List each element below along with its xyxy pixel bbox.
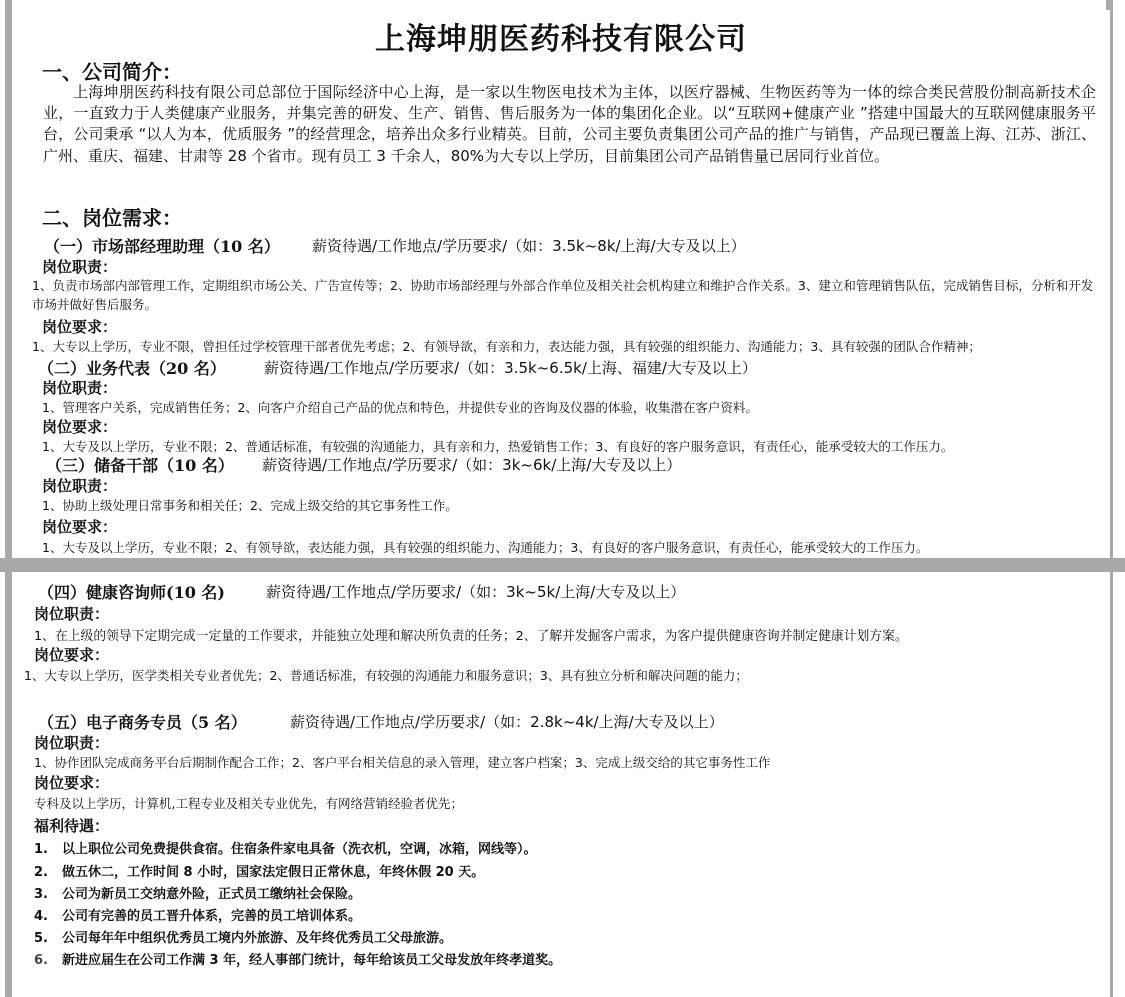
job-1-duties-label: 岗位职责： xyxy=(42,258,118,276)
job-5-duties-label: 岗位职责： xyxy=(34,734,110,752)
job-2-duties: 1、管理客户关系，完成销售任务；2、向客户介绍自己产品的优点和特色，并提供专业的咨询及仪器的体验，收集潜在客户资料。 xyxy=(42,400,758,415)
job-3-reqs-label: 岗位要求： xyxy=(42,518,118,536)
jobs-heading: 二、岗位需求： xyxy=(42,206,182,230)
document-title: 上海坤朋医药科技有限公司 xyxy=(375,22,747,57)
job-2-reqs: 1、大专及以上学历，专业不限；2、普通话标准，有较强的沟通能力，具有亲和力，热爱销售工作；3、有良好的客户服务意识，有责任心，能承受较大的工作压力。 xyxy=(42,439,954,454)
job-4-salary: 薪资待遇/工作地点/学历要求/（如：3k~5k/上海/大专及以上） xyxy=(266,583,686,601)
benefit-text: 做五休二，工作时间 8 小时，国家法定假日正常休息，年终休假 20 天。 xyxy=(62,865,485,880)
job-5-reqs: 专科及以上学历，计算机,工程专业及相关专业优先，有网络营销经验者优先； xyxy=(34,796,463,811)
job-1-reqs: 1、大专以上学历，专业不限，曾担任过学校管理干部者优先考虑；2、有领导欲，有亲和力，表达能力强，具有较强的组织能力、沟通能力；3、具有较强的团队合作精神； xyxy=(32,339,981,354)
job-5-reqs-label: 岗位要求： xyxy=(34,774,110,792)
intro-paragraph: 上海坤朋医药科技有限公司总部位于国际经济中心上海，是一家以生物医电技术为主体，以医疗器械、生物医药等为一体的综合类民营股份制高新技术企业，一直致力于人类健康产业服务，并集完善的研发、生产、销售、售后服务为一体的集团化企业。以“互联网+健康产业 ”搭建中国最大的互联网健康服务平台，公司秉承 “以人为本，优质服务 ”的经营理念，培养出众多行业精英。目前，公司主要负责集团公司产品的推广与销售，产品现已覆盖上海、江苏、浙江、广州、重庆、福建、甘肃等 28 个省市。现有员工 3 千余人，80%为大专以上学历，目前集团公司产品销售量已居同行业首位。 xyxy=(43,83,1096,165)
job-1-reqs-label: 岗位要求： xyxy=(42,318,118,336)
job-3-salary: 薪资待遇/工作地点/学历要求/（如：3k~6k/上海/大专及以上） xyxy=(262,456,682,474)
job-5-title: （五）电子商务专员（5 名） xyxy=(38,713,247,732)
benefit-text: 新进应届生在公司工作满 3 年，经人事部门统计，每年给该员工父母发放年终孝道奖。 xyxy=(62,953,562,968)
benefit-number: 3. xyxy=(34,887,48,902)
job-1-salary: 薪资待遇/工作地点/学历要求/（如：3.5k~8k/上海/大专及以上） xyxy=(312,237,746,255)
benefit-text: 以上职位公司免费提供食宿。住宿条件家电具备（洗衣机，空调，冰箱，网线等）。 xyxy=(62,842,537,857)
job-4-duties: 1、在上级的领导下定期完成一定量的工作要求，并能独立处理和解决所负责的任务；2、了解并发掘客户需求，为客户提供健康咨询并制定健康计划方案。 xyxy=(34,629,908,644)
intro-heading: 一、公司简介： xyxy=(42,60,182,84)
benefit-number: 6. xyxy=(34,953,48,968)
job-5-salary: 薪资待遇/工作地点/学历要求/（如：2.8k~4k/上海/大专及以上） xyxy=(290,713,724,731)
job-2-salary: 薪资待遇/工作地点/学历要求/（如：3.5k~6.5k/上海、福建/大专及以上） xyxy=(264,359,757,377)
job-1-duties: 1、负责市场部内部管理工作，定期组织市场公关、广告宣传等；2、协助市场部经理与外部合作单位及相关社会机构建立和维护合作关系。3、建立和管理销售队伍，完成销售目标，分析和开发市场并做好售后服务。 xyxy=(32,278,1094,312)
job-4-reqs-label: 岗位要求： xyxy=(34,646,110,664)
benefit-item xyxy=(34,883,361,902)
job-5-duties: 1、协作团队完成商务平台后期制作配合工作；2、客户平台相关信息的录入管理，建立客户档案；3、完成上级交给的其它事务性工作 xyxy=(34,755,771,770)
job-2-title: （二）业务代表（20 名） xyxy=(38,359,226,378)
job-1-title: （一）市场部经理助理（10 名） xyxy=(44,237,280,256)
job-2-duties-label: 岗位职责： xyxy=(42,379,118,397)
job-3-duties: 1、协助上级处理日常事务和相关任；2、完成上级交给的其它事务性工作。 xyxy=(42,498,458,513)
benefit-text: 公司为新员工交纳意外险，正式员工缴纳社会保险。 xyxy=(62,887,362,902)
job-4-title: （四）健康咨询师(10 名) xyxy=(38,583,225,602)
benefit-item xyxy=(34,905,361,924)
benefit-text: 公司每年年中组织优秀员工境内外旅游、及年终优秀员工父母旅游。 xyxy=(62,931,453,946)
document-page-2 xyxy=(12,572,1110,997)
job-4-duties-label: 岗位职责： xyxy=(34,605,110,623)
benefit-number: 1. xyxy=(34,842,48,857)
job-2-reqs-label: 岗位要求： xyxy=(42,418,118,436)
job-3-duties-label: 岗位职责： xyxy=(42,477,118,495)
benefit-item xyxy=(34,927,452,946)
benefit-number: 4. xyxy=(34,909,48,924)
benefit-number: 5. xyxy=(34,931,48,946)
benefit-number: 2. xyxy=(34,865,48,880)
benefits-label: 福利待遇： xyxy=(34,817,110,835)
benefit-text: 公司有完善的员工晋升体系，完善的员工培训体系。 xyxy=(62,909,362,924)
benefit-item xyxy=(34,949,561,968)
job-4-reqs: 1、大专以上学历，医学类相关专业者优先；2、普通话标准，有较强的沟通能力和服务意识；3、具有独立分析和解决问题的能力； xyxy=(24,668,748,683)
job-3-title: （三）储备干部（10 名） xyxy=(46,456,234,475)
page-left-gutter xyxy=(5,0,12,997)
benefit-item xyxy=(34,838,537,857)
benefit-item xyxy=(34,861,484,880)
document-page-1 xyxy=(12,10,1110,558)
page-break xyxy=(0,558,1125,572)
job-3-reqs: 1、大专及以上学历，专业不限；2、有领导欲，表达能力强，具有较强的组织能力、沟通能力；3、有良好的客户服务意识，有责任心，能承受较大的工作压力。 xyxy=(42,540,929,555)
